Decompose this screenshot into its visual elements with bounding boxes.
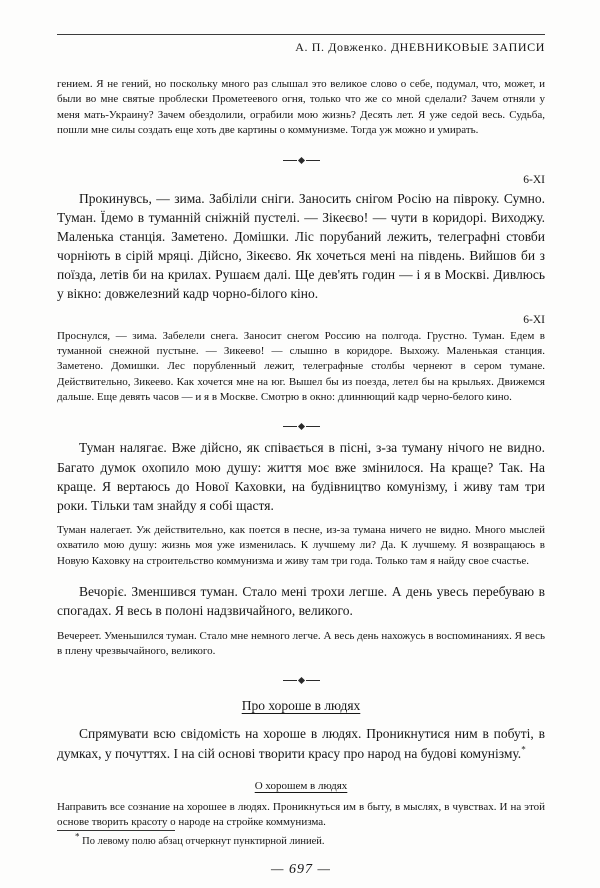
diary-entry-ru: Вечереет. Уменьшился туман. Стало мне немного легче. А весь день нахожусь в воспоминаниях. Я весь в плену чрезвычайного, великого. (57, 629, 545, 657)
divider-bar-left (283, 680, 297, 681)
diamond-ornament-icon (297, 423, 304, 430)
diary-entry-uk-text: Спрямувати всю свідомість на хороше в людях. Проникнутися ним в побуті, в думках, у почуттях. І на сій основі творити красу про народ на будові комунізму. (57, 726, 545, 761)
diary-entry-ru: Проснулся, — зима. Забелели снега. Заносит снегом Россию на полгода. Грустно. Туман. Едем в туманной снежной пустыне. — Зикеево! — слышно в коридоре. Выхожу. Маленькая станция. Заметено. Домишки. Лес порубленный лежит, телеграфные столбы чернеют в сером тумане. Действительно, Зикеево. Как хочется мне на юг. Вышел бы из поезда, летел бы на крыльях. Движемся дальше. Еще девять часов — и я в Москве. Смотрю в окно: длиннющий кадр черно-белого кино. (57, 329, 545, 404)
running-head (57, 34, 545, 55)
divider-bar-left (283, 160, 297, 161)
section-heading-uk-text: Про хороше в людях (241, 698, 361, 714)
section-divider-ornament (57, 158, 545, 163)
footnote-marker: * (75, 831, 80, 842)
divider-bar-right (306, 680, 320, 681)
section-heading-ru (57, 780, 545, 792)
footnote-block (57, 830, 545, 849)
diary-entry-uk: Прокинувсь, — зима. Забіліли сніги. Заносить снігом Росію на півроку. Сумно. Туман. Їдемо в туманній сніжній пустелі. — Зікеєво! — чути в коридорі. Виходжу. Маленька станція. Заметено. Домішки. Ліс порубаний лежить, телеграфні стовби чорніють в сірій мряці. Дійсно, Зікеєво. Як хочеться мені на південь. Вийшов би з поїзда, летів би на крилах. Рушаєм далі. Ще дев'ять годин — і я в Москві. Дивлюсь у вікно: довжелезний кадр чорно-білого кіно. (57, 190, 545, 302)
divider-bar-right (306, 426, 320, 427)
section-heading-ru-text: О хорошем в людях (254, 779, 348, 792)
divider-bar-right (306, 160, 320, 161)
diary-entry-ru: Направить все сознание на хорошее в людях. Проникнуться им в быту, в мыслях, в чувствах. И на этой основе творить красоту о народе на стройке коммунизма. (57, 800, 545, 829)
running-head-title: А. П. Довженко. ДНЕВНИКОВЫЕ ЗАПИСИ (295, 40, 545, 54)
section-heading-uk (57, 698, 545, 714)
paragraph-continuation-ru: гением. Я не гений, но поскольку много раз слышал это великое слово о себе, подумал, что, может, и были во мне святые проблески Прометеевого огня, только что же со мной сделали? Зачем отняли у меня мать-Украину? Зачем обездолили, ограбили мою жизнь? Десять лет. Я уже седой весь. Судьба, пошли мне силы создать еще хоть две картины о коммунизме. Тогда уж можно и умирать. (57, 78, 545, 137)
diary-entry-ru: Туман налегает. Уж действительно, как поется в песне, из-за тумана ничего не видно. Много мыслей охватило мою душу: жизнь моя уже изменилась. К лучшему ли? Да. К лучшему. Я возвращаюсь в Новую Каховку на строительство коммунизма и живу там три года. Только там я найду свое счастье. (57, 524, 545, 567)
entry-date-uk: 6-XI (523, 173, 545, 186)
divider-bar-left (283, 426, 297, 427)
entry-date-ru: 6-XI (523, 313, 545, 326)
diary-entry-uk (57, 724, 545, 762)
footnote-text: По левому полю абзац отчеркнут пунктирной линией. (82, 836, 325, 848)
diamond-ornament-icon (297, 157, 304, 164)
diamond-ornament-icon (297, 677, 304, 684)
footnote (57, 831, 545, 849)
diary-entry-uk: Туман налягає. Вже дійсно, як співається в пісні, з-за туману нічого не видно. Багато думок охопило мою душу: життя моє вже змінилося. На краще? Так. На краще. Я вертаюсь до Нової Каховки, на будівництво комунізму, і живу там три роки. Тільки там знайду я собі щастя. (57, 440, 545, 513)
section-divider-ornament (57, 678, 545, 683)
page-number: — 697 — (271, 861, 331, 877)
footnote-marker: * (521, 744, 526, 754)
section-divider-ornament (57, 424, 545, 429)
diary-entry-uk: Вечоріє. Зменшився туман. Стало мені трохи легше. А день увесь перебуваю в спогадах. Я весь в полоні надзвичайного, великого. (57, 584, 545, 619)
